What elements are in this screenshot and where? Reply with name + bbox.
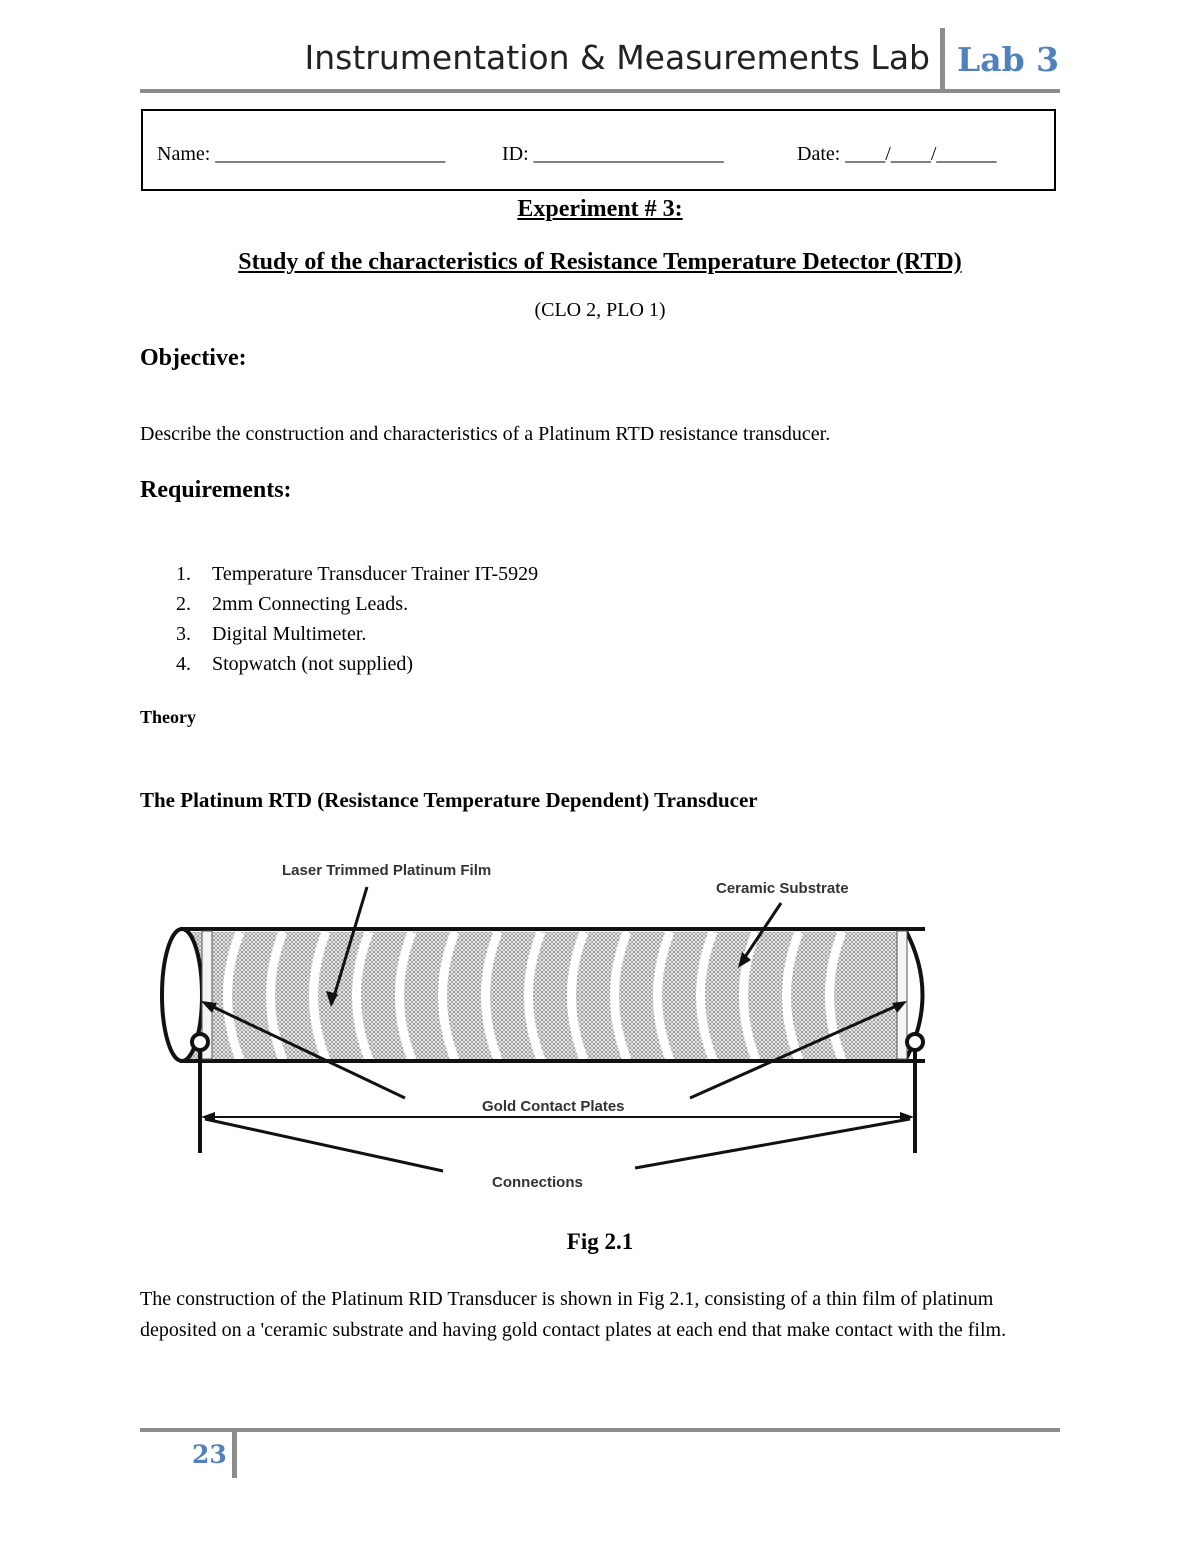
footer-divider bbox=[232, 1432, 237, 1478]
list-item-text: Stopwatch (not supplied) bbox=[212, 653, 414, 675]
list-number: 3. bbox=[176, 623, 191, 645]
right-connection-eyelet bbox=[907, 1034, 923, 1050]
label-connections: Connections bbox=[492, 1174, 583, 1191]
list-number: 1. bbox=[176, 563, 191, 585]
theory-label: Theory bbox=[140, 707, 196, 727]
name-field[interactable]: Name: _______________________ bbox=[157, 143, 446, 165]
rtd-construction-figure bbox=[145, 855, 955, 1195]
construction-paragraph: The construction of the Platinum RID Transducer is shown in Fig 2.1, consisting of a thin film of platinum deposited on a 'ceramic substrate and having gold contact plates at each end that make contact with the film. bbox=[140, 1288, 1007, 1341]
page-number: 23 bbox=[192, 1440, 227, 1469]
label-platinum-film: Laser Trimmed Platinum Film bbox=[282, 862, 492, 879]
date-field[interactable]: Date: ____/____/______ bbox=[797, 143, 997, 165]
label-ceramic-substrate: Ceramic Substrate bbox=[716, 880, 849, 897]
list-number: 2. bbox=[176, 593, 191, 615]
figure-caption: Fig 2.1 bbox=[566, 1229, 634, 1254]
experiment-title: Study of the characteristics of Resistance Temperature Detector (RTD) bbox=[238, 249, 962, 275]
footer-rule bbox=[140, 1428, 1060, 1432]
connections-pointer-left bbox=[205, 1119, 443, 1171]
clo-plo-line: (CLO 2, PLO 1) bbox=[534, 299, 666, 321]
left-connection-eyelet bbox=[192, 1034, 208, 1050]
list-item bbox=[140, 651, 538, 681]
list-item bbox=[140, 591, 538, 621]
list-item bbox=[140, 621, 538, 651]
experiment-number: Experiment # 3: bbox=[517, 196, 683, 222]
rtd-subheading: The Platinum RTD (Resistance Temperature Dependent) Transducer bbox=[140, 788, 758, 812]
objective-heading: Objective: bbox=[140, 345, 247, 371]
label-gold-contact-plates: Gold Contact Plates bbox=[482, 1098, 625, 1115]
header-divider bbox=[940, 28, 945, 92]
list-item-text: Digital Multimeter. bbox=[212, 623, 367, 645]
requirements-heading: Requirements: bbox=[140, 477, 292, 503]
connections-pointer-right bbox=[635, 1119, 910, 1168]
header-title: Instrumentation & Measurements Lab bbox=[304, 38, 930, 77]
list-item-text: Temperature Transducer Trainer IT-5929 bbox=[212, 563, 539, 585]
lab-number: Lab 3 bbox=[957, 40, 1060, 79]
objective-text: Describe the construction and characteristics of a Platinum RTD resistance transducer. bbox=[140, 423, 831, 445]
list-item bbox=[140, 561, 538, 591]
id-field[interactable]: ID: ___________________ bbox=[502, 143, 724, 165]
list-number: 4. bbox=[176, 653, 191, 675]
header-rule bbox=[140, 89, 1060, 93]
requirements-list bbox=[140, 561, 538, 681]
list-item-text: 2mm Connecting Leads. bbox=[212, 593, 409, 615]
